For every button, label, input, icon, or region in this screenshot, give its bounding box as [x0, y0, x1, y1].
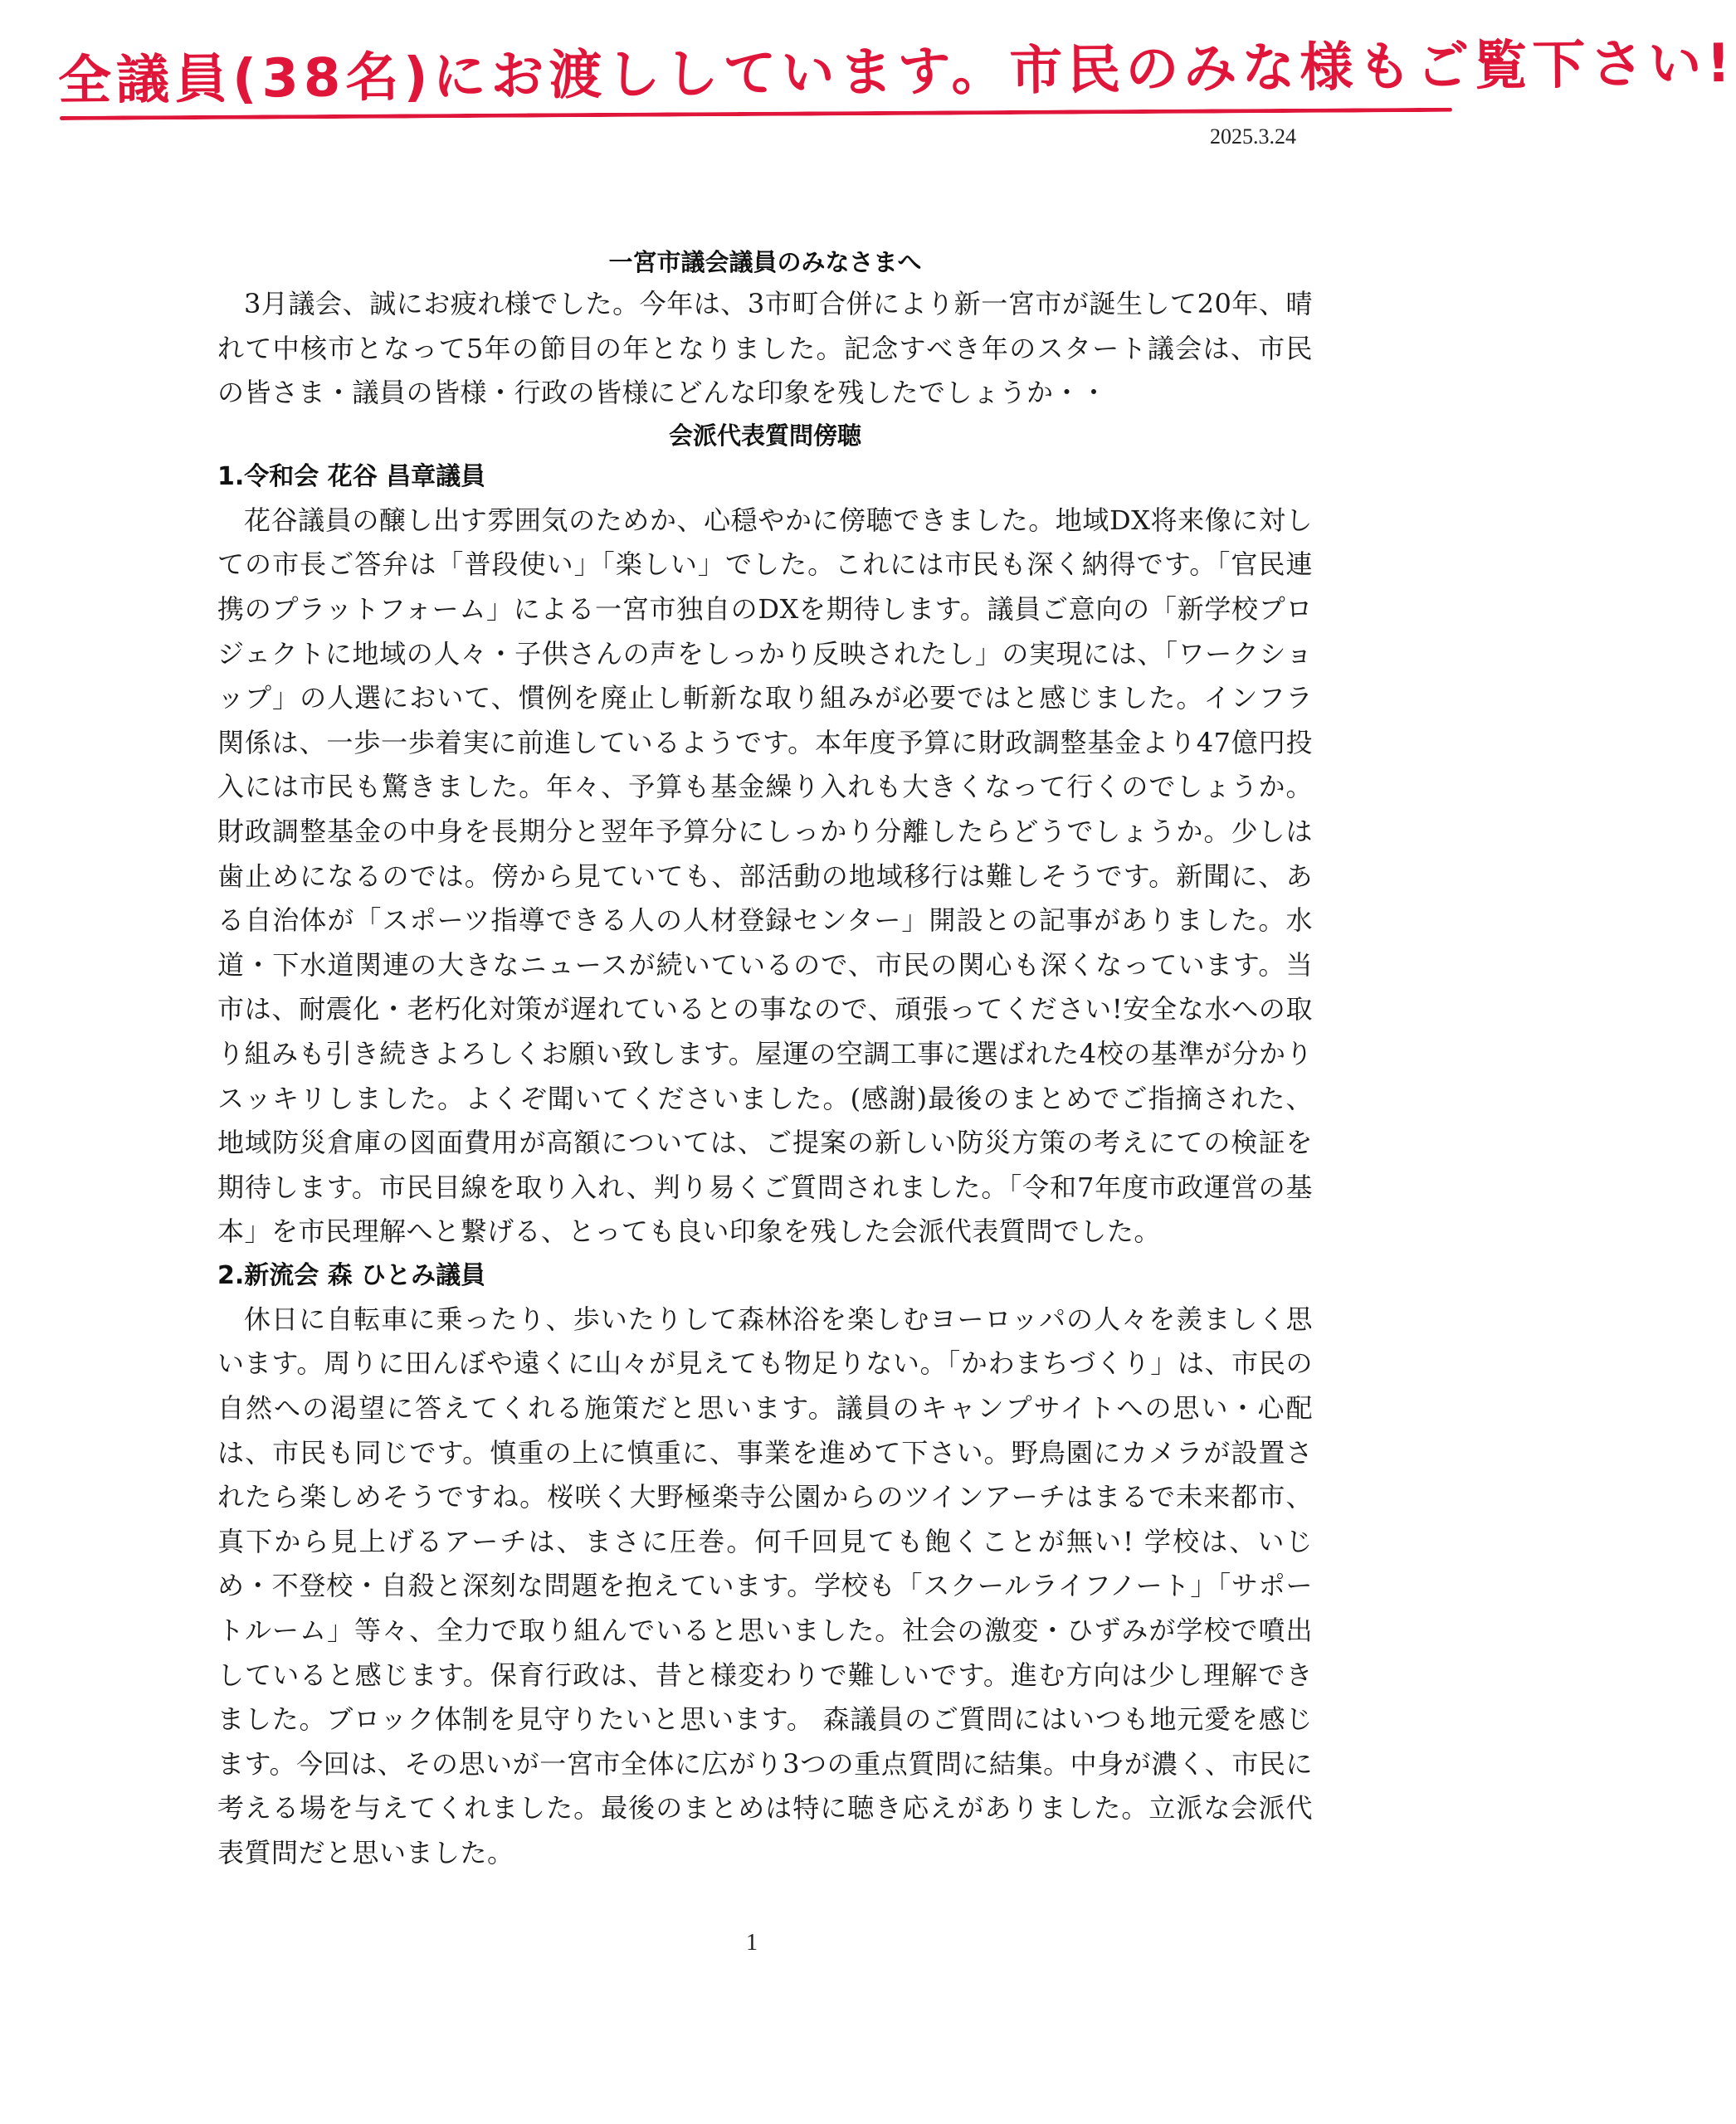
section-body-2: 休日に自転車に乗ったり、歩いたりして森林浴を楽しむヨーロッパの人々を羨ましく思います。周りに田んぼや遠くに山々が見えても物足りない。「かわまちづくり」は、市民の自然への渇望に答えてくれる施策だと思います。議員のキャンプサイトへの思い・心配は、市民も同じです。慎重の上に慎重に、事業を進めて下さい。野鳥園にカメラが設置されたら楽しめそうですね。桜咲く大野極楽寺公園からのツインアーチはまるで未来都市、真下から見上げるアーチは、まさに圧巻。何千回見ても飽くことが無い! 学校は、いじめ・不登校・自殺と深刻な問題を抱えています。学校も「スクールライフノート」「サポートルーム」等々、全力で取り組んでいると思いました。社会の激変・ひずみが学校で噴出していると感じます。保育行政は、昔と様変わりで難しいです。進む方向は少し理解できました。ブロック体制を見守りたいと思います。 森議員のご質問にはいつも地元愛を感じます。今回は、その思いが一宮市全体に広がり3つの重点質問に結集。中身が濃く、市民に考える場を与えてくれました。最後のまとめは特に聴き応えがありました。立派な会派代表質問だと思いました。: [217, 1303, 1313, 1868]
letter-title: 一宮市議会議員のみなさまへ: [608, 248, 922, 276]
letter-subtitle: 会派代表質問傍聴: [668, 421, 861, 450]
section-body-1: 花谷議員の醸し出す雰囲気のためか、心穏やかに傍聴できました。地域DX将来像に対しての市長ご答弁は「普段使い」「楽しい」でした。これには市民も深く納得です。「官民連携のプラットフォーム」による一宮市独自のDXを期待します。議員ご意向の「新学校プロジェクトに地域の人々・子供さんの声をしっかり反映されたし」の実現には、「ワークショップ」の人選において、慣例を廃止し斬新な取り組みが必要ではと感じました。インフラ関係は、一歩一歩着実に前進しているようです。本年度予算に財政調整基金より47億円投入には市民も驚きました。年々、予算も基金繰り入れも大きくなって行くのでしょうか。財政調整基金の中身を長期分と翌年予算分にしっかり分離したらどうでしょうか。少しは歯止めになるのでは。傍から見ていても、部活動の地域移行は難しそうです。新聞に、ある自治体が「スポーツ指導できる人の人材登録センター」開設との記事がありました。水道・下水道関連の大きなニュースが続いているので、市民の関心も深くなっています。当市は、耐震化・老朽化対策が遅れているとの事なので、頑張ってください!安全な水への取り組みも引き続きよろしくお願い致します。屋運の空調工事に選ばれた4校の基準が分かりスッキリしました。よくぞ聞いてくださいました。(感謝)最後のまとめでご指摘された、地域防災倉庫の図面費用が高額については、ご提案の新しい防災方策の考えにての検証を期待します。市民目線を取り入れ、判り易くご質問されました。「令和7年度市政運営の基本」を市民理解へと繋げる、とっても良い印象を残した会派代表質問でした。: [217, 504, 1313, 1248]
page-number: 1: [746, 1930, 758, 1956]
section-heading-1: 1.令和会 花谷 昌章議員: [217, 461, 486, 491]
intro-paragraph: 3月議会、誠にお疲れ様でした。今年は、3市町合併により新一宮市が誕生して20年、晴れて中核市となって5年の節目の年となりました。記念すべき年のスタート議会は、市民の皆さま・議員の皆様・行政の皆様にどんな印象を残したでしょうか・・: [217, 288, 1313, 409]
section-heading-2: 2.新流会 森 ひとみ議員: [217, 1260, 486, 1290]
letter-body: [217, 242, 1313, 1876]
document-date: 2025.3.24: [1210, 124, 1296, 149]
handwritten-note: 全議員(38名)にお渡ししています。市民のみな様もご覧下さい!: [57, 32, 1736, 112]
